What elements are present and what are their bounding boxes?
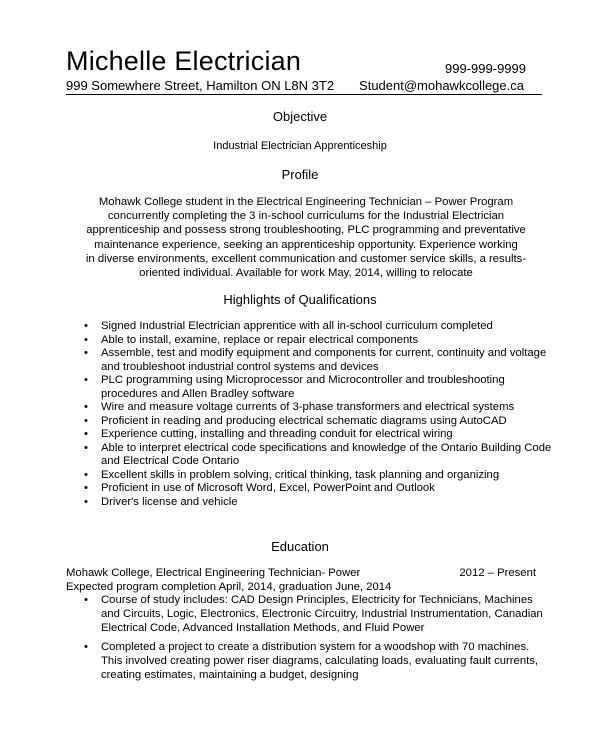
highlights-list	[84, 320, 554, 509]
list-item: • Excellent skills in problem solving, critical thinking, task planning and organizing	[84, 469, 554, 483]
profile-line: apprenticeship and possess strong troubleshooting, PLC programming and preventative	[86, 224, 526, 237]
list-item: • Assemble, test and modify equipment and components for current, continuity and voltage and troubleshoot industrial control systems and devices	[84, 347, 554, 374]
profile-line: oriented individual. Available for work May, 2014, willing to relocate	[139, 267, 473, 280]
list-item: • Experience cutting, installing and threading conduit for electrical wiring	[84, 428, 554, 442]
education-dates: 2012 – Present	[459, 567, 536, 579]
header-divider	[66, 94, 542, 95]
list-item: • Signed Industrial Electrician apprentice with all in-school curriculum completed	[84, 320, 554, 334]
email-address: Student@mohawkcollege.ca	[359, 78, 524, 93]
candidate-name: Michelle Electrician	[66, 46, 302, 76]
profile-line: maintenance experience, seeking an apprenticeship opportunity. Experience working	[94, 238, 518, 251]
objective-text: Industrial Electrician Apprenticeship	[213, 140, 387, 152]
profile-summary	[66, 195, 546, 280]
street-address: 999 Somewhere Street, Hamilton ON L8N 3T2	[66, 78, 335, 93]
list-item: • Able to interpret electrical code specifications and knowledge of the Ontario Building Code and Electrical Code Ontario	[84, 442, 554, 469]
profile-line: concurrently completing the 3 in-school curriculums for the Industrial Electrician	[107, 210, 505, 223]
program-completion: Expected program completion April, 2014, graduation June, 2014	[66, 581, 392, 593]
list-item: • Course of study includes: CAD Design Principles, Electricity for Technicians, Machines and Circuits, Logic, Electronics, Electronic Circuitry, Industrial Instrumentation, Canadian Electrical Code, Advanced Installation Methods, and Fluid Power	[84, 593, 544, 636]
highlights-heading: Highlights of Qualifications	[223, 292, 377, 307]
list-item: • Completed a project to create a distribution system for a woodshop with 70 machines. This involved creating power riser diagrams, calculating loads, evaluating fault currents, creating estimates, maintaining a budget, designing	[84, 640, 544, 683]
phone-number: 999-999-9999	[445, 61, 526, 76]
school-program: Mohawk College, Electrical Engineering Technician- Power	[66, 567, 361, 579]
list-item: • Able to install, examine, replace or repair electrical components	[84, 334, 554, 348]
profile-line: Mohawk College student in the Electrical Engineering Technician – Power Program	[98, 196, 514, 208]
profile-line: in diverse environments, excellent communication and customer service skills, a results-	[85, 252, 527, 265]
list-item: • Proficient in reading and producing electrical schematic diagrams using AutoCAD	[84, 415, 554, 429]
objective-heading: Objective	[272, 109, 328, 124]
list-item: • Proficient in use of Microsoft Word, Excel, PowerPoint and Outlook	[84, 482, 554, 496]
education-details-list	[84, 593, 544, 682]
list-item: • PLC programming using Microprocessor and Microcontroller and troubleshooting procedures and Allen Bradley software	[84, 374, 554, 401]
list-item: • Wire and measure voltage currents of 3-phase transformers and electrical systems	[84, 401, 554, 415]
list-item: • Driver's license and vehicle	[84, 496, 554, 510]
profile-heading: Profile	[281, 167, 319, 182]
education-heading: Education	[271, 539, 329, 554]
